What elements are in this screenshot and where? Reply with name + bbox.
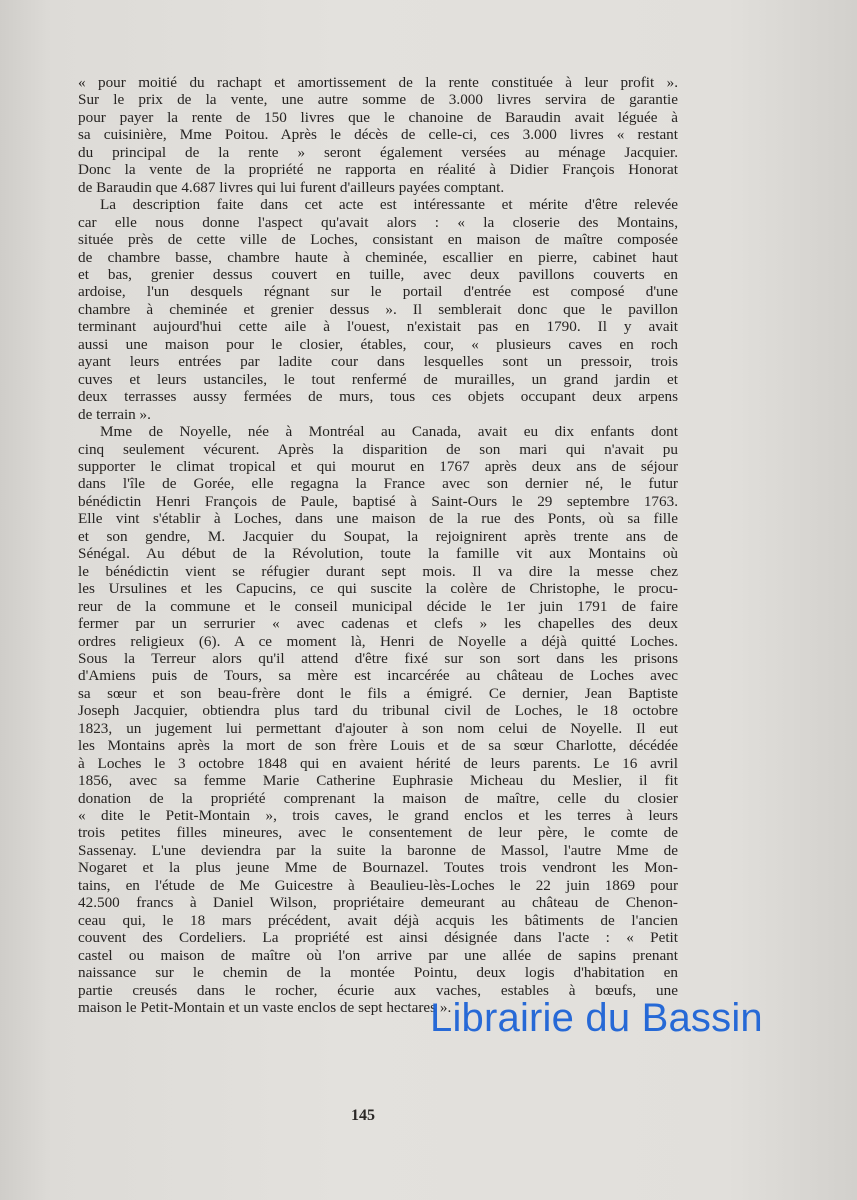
text-line: ceau qui, le 18 mars précédent, avait déjà acquis les bâtiments de l'ancien [78, 911, 678, 929]
body-text [78, 74, 678, 1016]
watermark: Librairie du Bassin [430, 996, 763, 1040]
text-line: et bas, grenier dessus couvert en tuille, avec deux pavillons couverts en [78, 265, 678, 283]
text-line: chambre à cheminée et grenier dessus ». Il semblerait donc que le pavillon [78, 300, 678, 318]
text-line: sa cuisinière, Mme Poitou. Après le décès de celle-ci, ces 3.000 livres « restant [78, 126, 678, 144]
text-line: ayant leurs entrées par ladite cour dans lesquelles sont un pressoir, trois [78, 353, 678, 371]
text-line: du principal de la rente » seront également versées au ménage Jacquier. [78, 143, 678, 161]
text-line: Sassenay. L'une deviendra par la suite la baronne de Massol, l'autre Mme de [78, 841, 678, 859]
text-line: de chambre basse, chambre haute à cheminée, escallier en pierre, cabinet haut [78, 248, 678, 266]
text-line: donation de la propriété comprenant la maison de maître, celle du closier [78, 789, 678, 807]
text-line: reur de la commune et le conseil municipal décide le 1er juin 1791 de faire [78, 597, 678, 615]
text-line: les Montains après la mort de son frère Louis et de sa sœur Charlotte, décédée [78, 737, 678, 755]
text-line: naissance sur le chemin de la montée Pointu, deux logis d'habitation en [78, 964, 678, 982]
text-line: cinq seulement vécurent. Après la disparition de son mari qui n'avait pu [78, 440, 678, 458]
text-line: Sous la Terreur alors qu'il attend d'être fixé sur son sort dans les prisons [78, 649, 678, 667]
text-line: de Baraudin que 4.687 livres qui lui furent d'ailleurs payées comptant. [78, 178, 505, 196]
text-line: supporter le climat tropical et qui mourut en 1767 après deux ans de séjour [78, 457, 678, 475]
text-line: pour payer la rente de 150 livres que le chanoine de Baraudin avait léguée à [78, 108, 678, 126]
paragraph [78, 423, 678, 1016]
text-line: dans l'île de Gorée, elle regagna la France avec son dernier né, le futur [78, 475, 678, 493]
text-line: 42.500 francs à Daniel Wilson, propriétaire demeurant au château de Chenon- [78, 894, 678, 912]
text-line: sa sœur et son beau-frère dont le fils a émigré. Ce dernier, Jean Baptiste [78, 684, 678, 702]
text-line: La description faite dans cet acte est intéressante et mérite d'être relevée [100, 196, 678, 214]
text-line: à Loches le 3 octobre 1848 qui en avaient hérité de leurs parents. Le 16 avril [78, 754, 678, 772]
text-line: « dite le Petit-Montain », trois caves, le grand enclos et les terres à leurs [78, 807, 678, 825]
text-line: Sénégal. Au début de la Révolution, toute la famille vit aux Montains où [78, 545, 678, 563]
text-line: Mme de Noyelle, née à Montréal au Canada, avait eu dix enfants dont [100, 423, 678, 441]
text-line: Joseph Jacquier, obtiendra plus tard du tribunal civil de Loches, le 18 octobre [78, 702, 678, 720]
text-line: deux terrasses aussy fermées de murs, tous ces objets occupant deux arpens [78, 388, 678, 406]
text-line: de terrain ». [78, 405, 151, 423]
text-line: Donc la vente de la propriété ne rapporta en réalité à Didier François Honorat [78, 161, 678, 179]
text-line: fermer par un serrurier « avec cadenas et clefs » les chapelles des deux [78, 615, 678, 633]
text-line: « pour moitié du rachapt et amortissement de la rente constituée à leur profit ». [78, 74, 678, 91]
text-line: 1856, avec sa femme Marie Catherine Euphrasie Micheau du Meslier, il fit [78, 772, 678, 790]
text-line: castel ou maison de maître où l'on arrive par une allée de sapins prenant [78, 946, 678, 964]
text-line: ardoise, l'un desquels régnant sur le portail d'entrée est composé d'une [78, 283, 678, 301]
text-line: cuves et leurs ustanciles, le tout renfermé de murailles, un grand jardin et [78, 370, 678, 388]
text-line: le bénédictin vient se réfugier durant sept mois. Il va dire la messe chez [78, 562, 678, 580]
text-line: partie creusés dans le rocher, écurie aux vaches, estables à bœufs, une [78, 981, 678, 999]
text-line: tains, en l'étude de Me Guicestre à Beaulieu-lès-Loches le 22 juin 1869 pour [78, 876, 678, 894]
text-line: trois petites filles mineures, avec le consentement de leur père, le comte de [78, 824, 678, 842]
text-line: d'Amiens puis de Tours, sa mère est incarcérée au château de Loches avec [78, 667, 678, 685]
text-line: située près de cette ville de Loches, consistant en maison de maître composée [78, 231, 678, 249]
text-line: couvent des Cordeliers. La propriété est ainsi désignée dans l'acte : « Petit [78, 929, 678, 947]
text-line: Sur le prix de la vente, une autre somme de 3.000 livres servira de garantie [78, 91, 678, 109]
text-line: Elle vint s'établir à Loches, dans une maison de la rue des Ponts, où sa fille [78, 510, 678, 528]
text-line: 1823, un jugement lui permettant d'ajouter à son nom celui de Noyelle. Il eut [78, 719, 678, 737]
page-number: 145 [351, 1107, 375, 1124]
text-line: terminant aujourd'hui cette aile à l'ouest, n'existait pas en 1790. Il y avait [78, 318, 678, 336]
paragraph [78, 196, 678, 423]
text-line: et son gendre, M. Jacquier du Soupat, la rejoignirent après trente ans de [78, 527, 678, 545]
text-line: Nogaret et la plus jeune Mme de Bournazel. Toutes trois vendront les Mon- [78, 859, 678, 877]
text-line: ordres religieux (6). A ce moment là, Henri de Noyelle a déjà quitté Loches. [78, 632, 678, 650]
text-line: les Ursulines et les Capucins, ce qui suscite la colère de Christophe, le procu- [78, 580, 678, 598]
text-line: car elle nous donne l'aspect qu'avait alors : « la closerie des Montains, [78, 213, 678, 231]
paragraph [78, 74, 678, 196]
text-line: bénédictin Henri François de Paule, baptisé à Saint-Ours le 29 septembre 1763. [78, 492, 678, 510]
text-line: maison le Petit-Montain et un vaste enclos de sept hectares ». [78, 999, 452, 1017]
text-line: aussi une maison pour le closier, étables, cour, « plusieurs caves en roch [78, 335, 678, 353]
